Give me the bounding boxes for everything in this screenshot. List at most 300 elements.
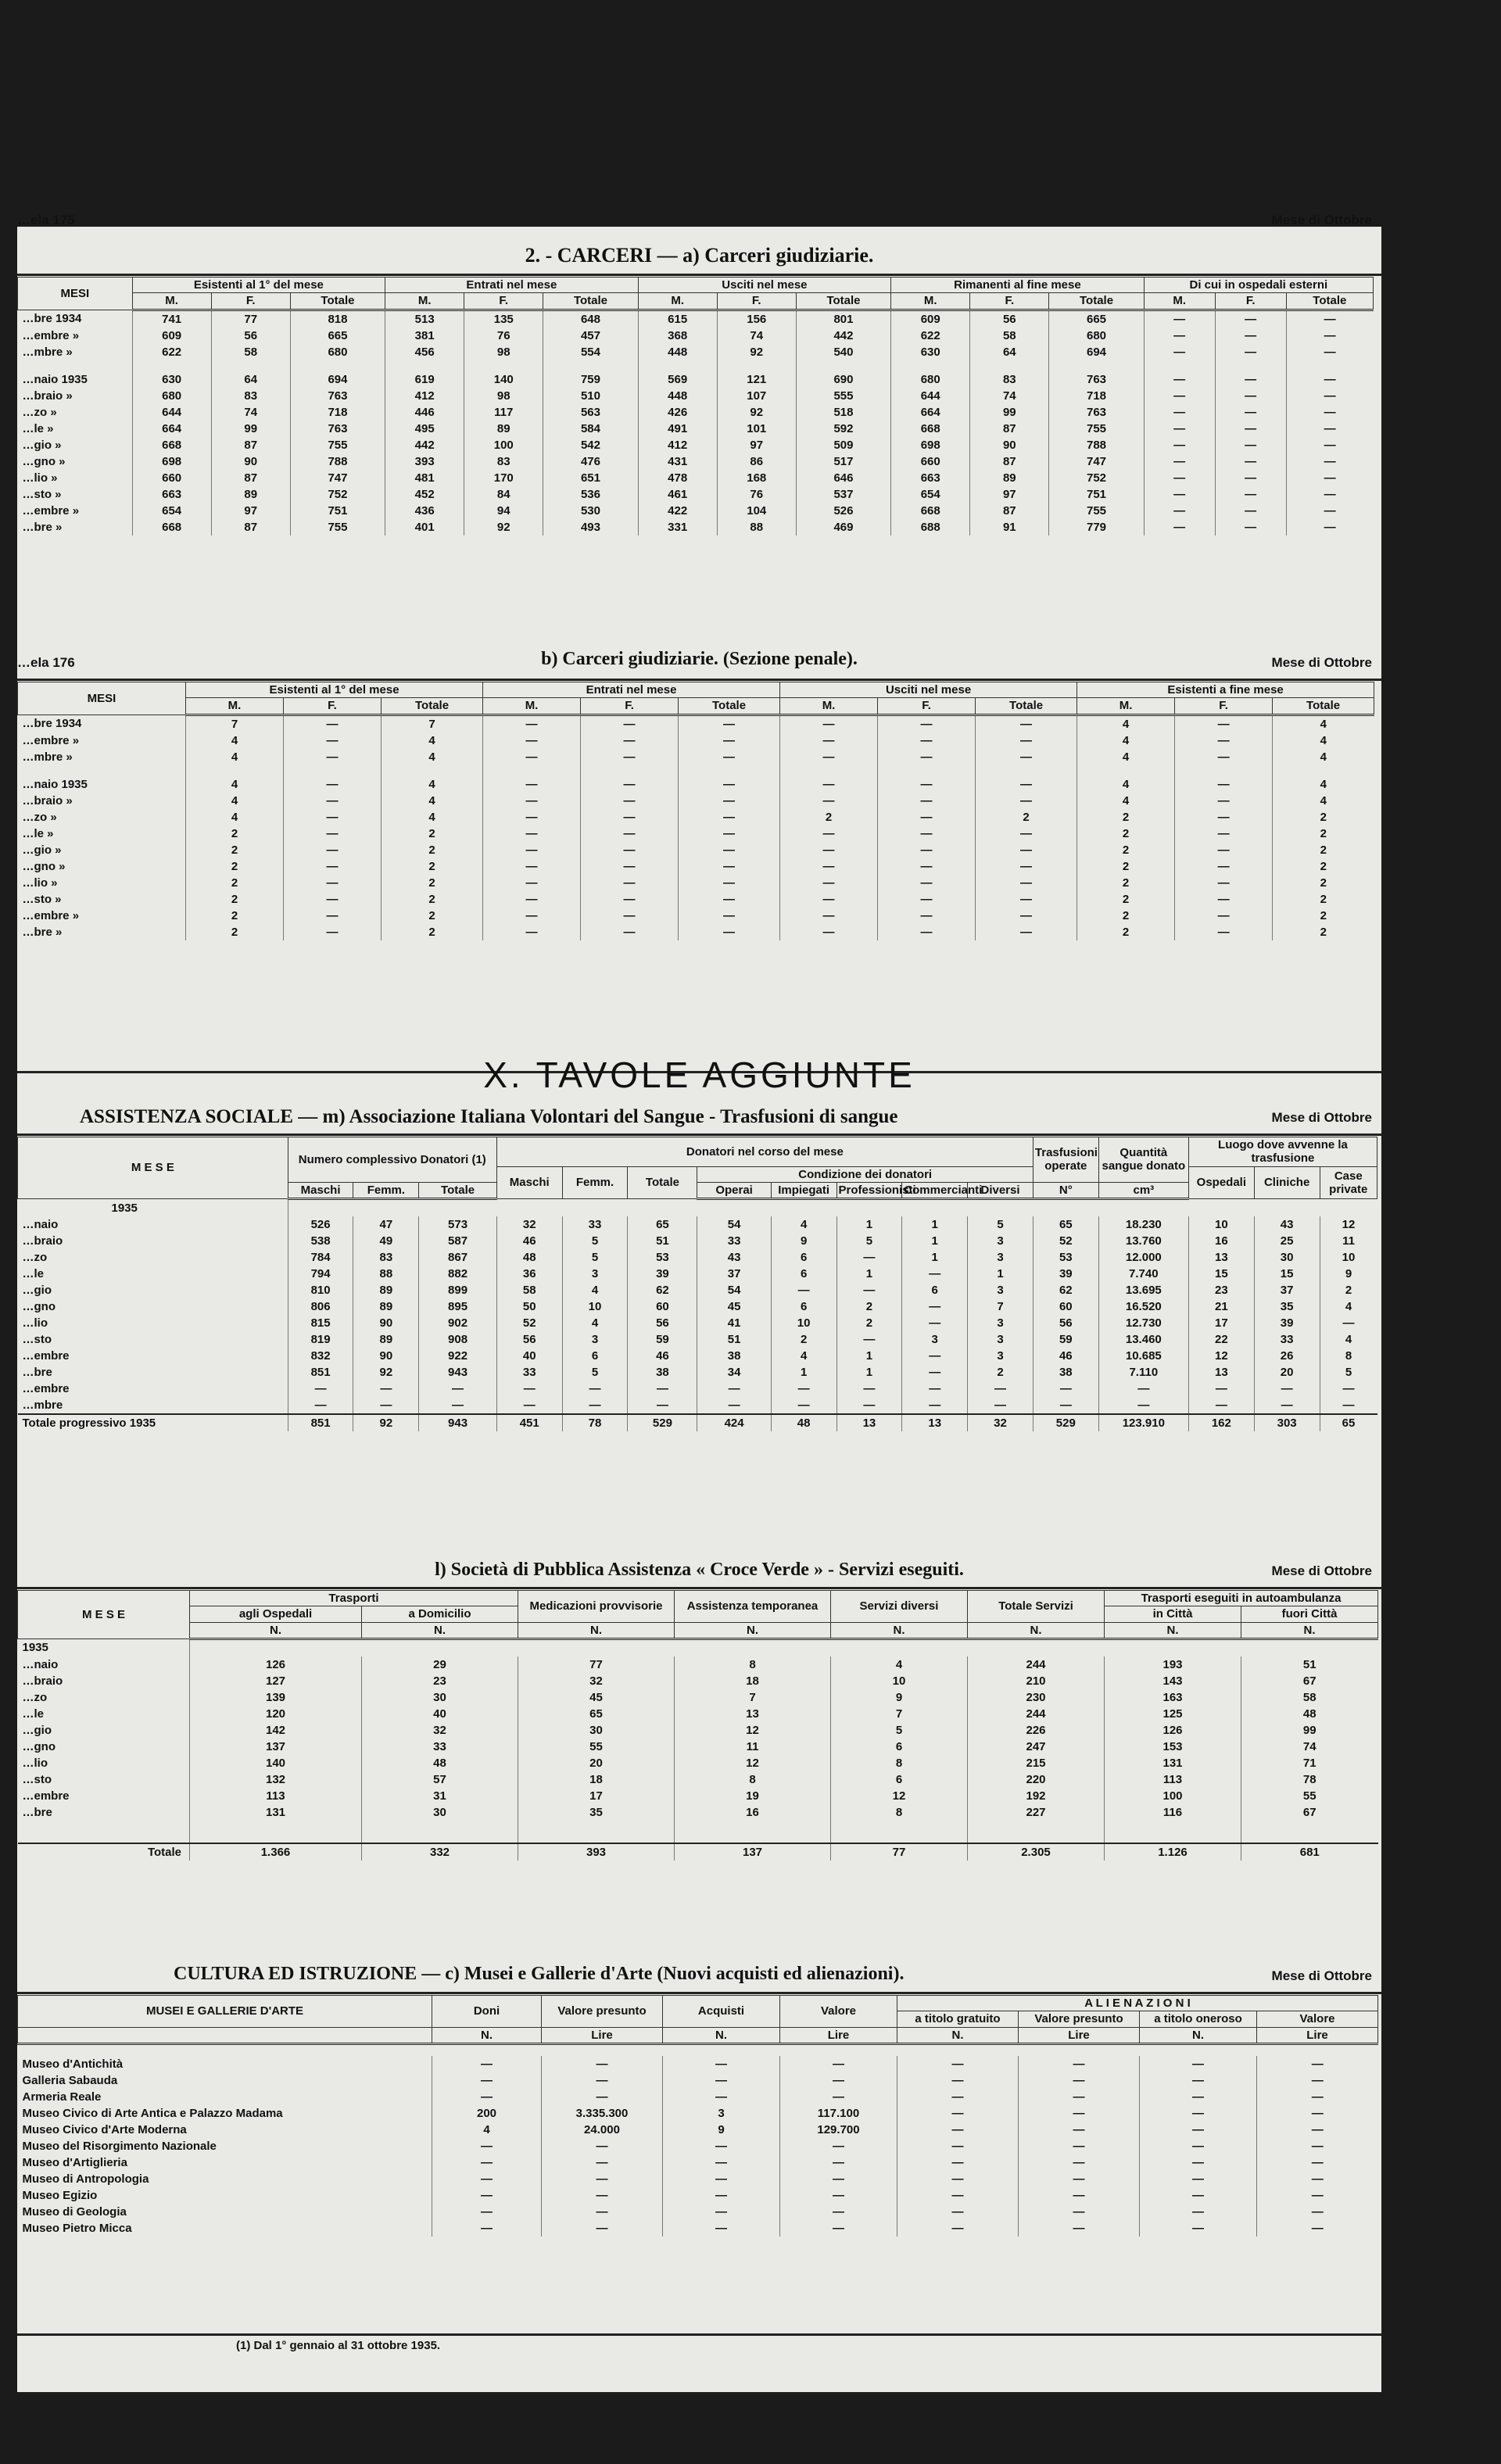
table-cell	[891, 360, 970, 371]
cultura-title: CULTURA ED ISTRUZIONE — c) Musei e Gallerie d'Arte (Nuovi acquisti ed alienazioni).	[174, 1964, 905, 1984]
table-cell: —	[353, 1397, 419, 1414]
total-cell: 529	[1033, 1414, 1098, 1431]
table-cell	[382, 765, 483, 776]
table-cell: 12	[675, 1755, 831, 1771]
table-cell: —	[663, 2187, 780, 2204]
table-cell: 247	[968, 1739, 1105, 1755]
table-cell: —	[1019, 2187, 1140, 2204]
table-cell: —	[780, 2171, 897, 2187]
table-cell: —	[663, 2204, 780, 2220]
table-cell: 74	[970, 388, 1049, 404]
sub-header: F.	[211, 293, 290, 310]
table-cell: —	[1033, 1381, 1098, 1397]
table-cell: 448	[638, 388, 717, 404]
table-cell: 32	[518, 1673, 675, 1689]
table-cell: 99	[1241, 1722, 1378, 1739]
table-cell: —	[1257, 2072, 1378, 2089]
table-cell: —	[562, 1381, 628, 1397]
table-cell: —	[780, 842, 878, 858]
row-label	[18, 360, 133, 371]
table-cell: —	[1019, 2122, 1140, 2138]
table-cell: —	[1175, 924, 1273, 940]
table-cell: 788	[1049, 437, 1144, 453]
sub-header: Totale	[796, 293, 890, 310]
table-cell: 1	[902, 1216, 968, 1233]
table-cell: —	[1215, 344, 1286, 360]
valore2-header: Valore	[1257, 2011, 1378, 2027]
table-cell: —	[1144, 371, 1215, 388]
donatori-mese-header: Donatori nel corso del mese	[496, 1137, 1033, 1167]
table-cell: —	[663, 2154, 780, 2171]
table-cell: 98	[464, 388, 543, 404]
table-cell: —	[1175, 875, 1273, 891]
row-label: …sto	[22, 1333, 52, 1346]
table-cell: 4	[1077, 714, 1175, 732]
sub-header: Totale	[1286, 293, 1373, 310]
table-cell: —	[902, 1266, 968, 1282]
table-cell: —	[581, 924, 679, 940]
table-cell: —	[1144, 519, 1215, 535]
table-cell: 40	[362, 1706, 518, 1722]
table-cell: 13.460	[1098, 1331, 1188, 1348]
table-row	[18, 1315, 1377, 1331]
table-cell: —	[1215, 437, 1286, 453]
table-cell: —	[663, 2171, 780, 2187]
table-cell: 801	[796, 310, 890, 328]
table-cell	[675, 1821, 831, 1832]
carceri-b-title: b) Carceri giudiziarie. (Sezione penale).	[541, 649, 858, 669]
table-cell: 54	[697, 1216, 771, 1233]
table-cell: 2	[1077, 875, 1175, 891]
table-cell: 630	[132, 371, 211, 388]
table-cell: 1	[771, 1364, 836, 1381]
table-row	[18, 1282, 1377, 1298]
table-cell: 1	[836, 1266, 902, 1282]
row-label: …gio »	[22, 438, 62, 452]
table-cell: 651	[543, 470, 638, 486]
table-cell: —	[780, 2220, 897, 2237]
table-cell	[132, 360, 211, 371]
table-cell: 15	[1254, 1266, 1320, 1282]
table-cell: 3	[968, 1348, 1034, 1364]
total-cell: 78	[562, 1414, 628, 1431]
table-cell: 25	[1254, 1233, 1320, 1249]
row-label: …mbre »	[22, 345, 73, 359]
rule	[17, 1134, 1381, 1136]
table-cell: —	[976, 908, 1077, 924]
table-cell: —	[542, 2154, 663, 2171]
table-cell: 2	[186, 924, 284, 940]
total-cell: 2.305	[968, 1843, 1105, 1861]
table-cell: —	[780, 875, 878, 891]
unit-header: Lire	[780, 2027, 897, 2043]
table-cell: 4	[186, 776, 284, 793]
table-cell: 131	[190, 1804, 362, 1821]
table-cell: —	[679, 891, 780, 908]
table-cell: —	[1188, 1381, 1254, 1397]
table-cell	[1175, 765, 1273, 776]
table-cell: 67	[1241, 1804, 1378, 1821]
group-header: Esistenti a fine mese	[1077, 682, 1374, 698]
table-cell: 132	[190, 1771, 362, 1788]
table-cell: 47	[353, 1216, 419, 1233]
fuori-citta-header: fuori Città	[1241, 1606, 1378, 1622]
table-cell: —	[1215, 310, 1286, 328]
table-cell: —	[1257, 2122, 1378, 2138]
table-cell: 113	[1105, 1771, 1241, 1788]
table-cell: 67	[1241, 1673, 1378, 1689]
table-cell: 116	[1105, 1804, 1241, 1821]
header-month: Mese di Ottobre	[1271, 655, 1372, 670]
table-cell	[518, 1832, 675, 1843]
table-cell: 99	[211, 421, 290, 437]
sub-header: Totale	[679, 698, 780, 714]
row-label: …le	[22, 1267, 45, 1280]
acquisti-header: Acquisti	[663, 1996, 780, 2028]
table-cell: 74	[1241, 1739, 1378, 1755]
table-cell: 30	[1254, 1249, 1320, 1266]
table-cell: —	[1286, 310, 1373, 328]
table-cell: 131	[1105, 1755, 1241, 1771]
table-cell: 156	[717, 310, 796, 328]
table-cell: 755	[290, 519, 385, 535]
table-cell: —	[679, 826, 780, 842]
table-cell: 668	[132, 519, 211, 535]
row-label: …le »	[22, 826, 54, 840]
sub-header: Ospedali	[1188, 1166, 1254, 1199]
row-label: …bre	[22, 1366, 52, 1379]
table-cell: 13.760	[1098, 1233, 1188, 1249]
table-cell: —	[878, 793, 976, 809]
table-cell: 663	[891, 470, 970, 486]
table-cell: 763	[1049, 371, 1144, 388]
table-cell	[518, 1821, 675, 1832]
table-cell: —	[353, 1381, 419, 1397]
table-cell: —	[902, 1298, 968, 1315]
table-cell: —	[771, 1282, 836, 1298]
table-cell: 9	[771, 1233, 836, 1249]
table-cell: 755	[290, 437, 385, 453]
table-cell: 56	[970, 310, 1049, 328]
table-cell: —	[288, 1397, 353, 1414]
unit-header: Lire	[542, 2027, 663, 2043]
table-cell: 2	[1077, 924, 1175, 940]
sub-header: Totale	[628, 1166, 697, 1199]
sub-header: M.	[891, 293, 970, 310]
table-cell	[831, 1832, 968, 1843]
row-label	[18, 1832, 190, 1843]
table-cell: 2	[1273, 875, 1374, 891]
total-cell: 65	[1320, 1414, 1377, 1431]
table-cell: 87	[211, 437, 290, 453]
table-cell: —	[284, 749, 382, 765]
table-cell: 92	[353, 1364, 419, 1381]
table-cell: —	[976, 714, 1077, 732]
table-cell: 6	[771, 1298, 836, 1315]
table-cell: —	[780, 749, 878, 765]
table-cell: 493	[543, 519, 638, 535]
table-cell	[190, 1821, 362, 1832]
tavole-heading: X. TAVOLE AGGIUNTE	[483, 1055, 915, 1095]
table-cell: 741	[132, 310, 211, 328]
table-cell: 664	[891, 404, 970, 421]
valore-header: Valore	[780, 1996, 897, 2028]
table-row	[18, 891, 1374, 908]
table-cell: 2	[1273, 924, 1374, 940]
table-row	[18, 1298, 1377, 1315]
table-cell: 9	[831, 1689, 968, 1706]
table-cell: 87	[970, 503, 1049, 519]
table-cell: —	[780, 714, 878, 732]
table-cell: 38	[697, 1348, 771, 1364]
table-cell: 542	[543, 437, 638, 453]
table-cell: —	[897, 2171, 1019, 2187]
table-cell: —	[679, 875, 780, 891]
table-row	[18, 776, 1374, 793]
row-label: …lio	[22, 1756, 48, 1770]
table-cell: 436	[385, 503, 464, 519]
table-row	[18, 2089, 1378, 2105]
table-cell: 648	[543, 310, 638, 328]
table-cell: 456	[385, 344, 464, 360]
table-cell: 17	[1188, 1315, 1254, 1331]
table-cell: 94	[464, 503, 543, 519]
table-cell: —	[542, 2171, 663, 2187]
table-cell: —	[1019, 2105, 1140, 2122]
table-cell: 34	[697, 1364, 771, 1381]
total-cell: 92	[353, 1414, 419, 1431]
table-cell: 751	[1049, 486, 1144, 503]
total-cell: 77	[831, 1843, 968, 1861]
table-cell: 509	[796, 437, 890, 453]
table-cell: 563	[543, 404, 638, 421]
unit-header: N.	[1140, 2027, 1257, 2043]
table-cell: —	[284, 908, 382, 924]
table-cell: —	[780, 908, 878, 924]
sub-header: cm³	[1098, 1182, 1188, 1198]
total-cell: 393	[518, 1843, 675, 1861]
row-label: …embre	[22, 1789, 70, 1803]
table-cell: 142	[190, 1722, 362, 1739]
table-cell: —	[780, 793, 878, 809]
table-cell: 58	[970, 328, 1049, 344]
table-cell: —	[1215, 421, 1286, 437]
total-label: Totale progressivo 1935	[18, 1414, 288, 1431]
sub-header: Totale	[976, 698, 1077, 714]
table-cell: —	[1286, 437, 1373, 453]
table-cell: —	[897, 2122, 1019, 2138]
table-cell: 89	[353, 1298, 419, 1315]
table-cell: —	[1175, 732, 1273, 749]
table-cell: 126	[190, 1656, 362, 1673]
table-cell: 2	[836, 1315, 902, 1331]
servizi-diversi-header: Servizi diversi	[831, 1591, 968, 1623]
row-label: …mbre	[22, 1399, 63, 1412]
total-cell: 332	[362, 1843, 518, 1861]
table-cell: —	[1144, 437, 1215, 453]
table-cell: —	[1215, 519, 1286, 535]
table-cell: 29	[362, 1656, 518, 1673]
table-cell: 4	[382, 793, 483, 809]
citta-header: in Città	[1105, 1606, 1241, 1622]
table-cell: —	[780, 2089, 897, 2105]
table-cell: —	[1215, 404, 1286, 421]
table-cell	[385, 360, 464, 371]
table-cell: —	[780, 891, 878, 908]
table-cell: —	[483, 858, 581, 875]
table-cell: —	[780, 2056, 897, 2072]
table-cell: 12	[675, 1722, 831, 1739]
table-cell: 83	[970, 371, 1049, 388]
table-cell: 4	[1077, 793, 1175, 809]
table-cell: —	[483, 776, 581, 793]
table-cell: 4	[382, 732, 483, 749]
row-label: …bre 1934	[22, 717, 82, 730]
table-cell: 126	[1105, 1722, 1241, 1739]
row-label: …bre	[22, 1805, 52, 1819]
table-cell: 139	[190, 1689, 362, 1706]
table-cell: 87	[211, 519, 290, 535]
table-cell: 815	[288, 1315, 353, 1331]
table-cell	[1286, 360, 1373, 371]
table-cell: —	[1144, 404, 1215, 421]
table-cell: 476	[543, 453, 638, 470]
table-cell: 540	[796, 344, 890, 360]
table-cell: —	[1215, 470, 1286, 486]
table-cell: —	[679, 732, 780, 749]
table-cell: —	[836, 1249, 902, 1266]
table-cell: —	[679, 809, 780, 826]
table-cell: 52	[496, 1315, 562, 1331]
table-cell: —	[697, 1397, 771, 1414]
total-cell: 529	[628, 1414, 697, 1431]
row-label: Armeria Reale	[22, 2090, 102, 2104]
total-row	[18, 1414, 1377, 1431]
table-cell	[464, 360, 543, 371]
table-cell: 64	[211, 371, 290, 388]
trasporti-header: Trasporti	[190, 1591, 518, 1606]
table-cell: —	[1019, 2089, 1140, 2105]
table-cell: 2	[1273, 858, 1374, 875]
table-cell: 622	[132, 344, 211, 360]
sub-header: F.	[581, 698, 679, 714]
table-cell: 244	[968, 1656, 1105, 1673]
sub-header: Cliniche	[1254, 1166, 1320, 1199]
table-cell: 2	[1077, 809, 1175, 826]
table-cell: —	[1286, 344, 1373, 360]
table-cell: 121	[717, 371, 796, 388]
table-cell: 2	[1077, 842, 1175, 858]
table-cell: —	[878, 732, 976, 749]
table-cell: 89	[970, 470, 1049, 486]
footnote: (1) Dal 1° gennaio al 31 ottobre 1935.	[236, 2339, 441, 2352]
table-cell: —	[679, 776, 780, 793]
quantita-header: Quantità sangue donato	[1098, 1137, 1188, 1183]
total-cell: 13	[836, 1414, 902, 1431]
table-row	[18, 1739, 1378, 1755]
table-cell: 46	[1033, 1348, 1098, 1364]
table-cell: 53	[1033, 1249, 1098, 1266]
table-cell: 33	[496, 1364, 562, 1381]
table-cell	[186, 765, 284, 776]
sub-header: F.	[1215, 293, 1286, 310]
table-cell: —	[581, 842, 679, 858]
table-cell: 895	[419, 1298, 497, 1315]
table-cell: —	[976, 858, 1077, 875]
table-cell	[831, 1821, 968, 1832]
total-label: Totale	[18, 1843, 190, 1861]
table-cell: —	[1286, 519, 1373, 535]
table-cell	[1273, 765, 1374, 776]
table-cell: 654	[132, 503, 211, 519]
table-cell: —	[771, 1397, 836, 1414]
table-cell: 5	[831, 1722, 968, 1739]
table-cell: 4	[1077, 776, 1175, 793]
table-cell: —	[1175, 793, 1273, 809]
table-cell	[717, 360, 796, 371]
table-cell: 680	[290, 344, 385, 360]
table-cell: 3	[562, 1331, 628, 1348]
table-cell: 20	[1254, 1364, 1320, 1381]
table-cell: 759	[543, 371, 638, 388]
table-cell: —	[780, 2204, 897, 2220]
table-cell: 39	[1033, 1266, 1098, 1282]
unit-header: N.	[968, 1622, 1105, 1638]
unit-header: Lire	[1019, 2027, 1140, 2043]
table-cell: 622	[891, 328, 970, 344]
table-cell: —	[878, 908, 976, 924]
table-cell: 698	[891, 437, 970, 453]
table-cell: 13.695	[1098, 1282, 1188, 1298]
table-cell: —	[1286, 328, 1373, 344]
table-cell: —	[1257, 2171, 1378, 2187]
table-cell: —	[284, 858, 382, 875]
sub-header: F.	[717, 293, 796, 310]
alienazioni-header: A L I E N A Z I O N I	[897, 1996, 1378, 2011]
row-label: …braio	[22, 1674, 63, 1688]
document-page	[17, 213, 1381, 2392]
table-row	[18, 714, 1374, 732]
table-cell: 59	[628, 1331, 697, 1348]
table-cell: 2	[780, 809, 878, 826]
table-cell: —	[432, 2220, 542, 2237]
table-cell: 2	[382, 826, 483, 842]
table-cell: 2	[382, 875, 483, 891]
table-cell: 573	[419, 1216, 497, 1233]
table-cell: 6	[562, 1348, 628, 1364]
table-cell: 8	[1320, 1348, 1377, 1364]
table-cell: —	[1019, 2204, 1140, 2220]
row-label	[18, 765, 186, 776]
table-cell: 513	[385, 310, 464, 328]
table-cell: 113	[190, 1788, 362, 1804]
row-label: Museo Pietro Micca	[22, 2221, 132, 2235]
row-label: …gno »	[22, 454, 66, 468]
table-cell: 668	[132, 437, 211, 453]
col-mesi: MESI	[18, 682, 186, 715]
table-cell: 37	[697, 1266, 771, 1282]
table-cell: 16	[675, 1804, 831, 1821]
unit-header: N.	[897, 2027, 1019, 2043]
table-cell: 53	[628, 1249, 697, 1266]
table-cell: 4	[382, 776, 483, 793]
row-label	[18, 1821, 190, 1832]
table-cell: 37	[1254, 1282, 1320, 1298]
table-cell: —	[1175, 749, 1273, 765]
table-cell: —	[1215, 453, 1286, 470]
table-cell: 5	[836, 1233, 902, 1249]
table-cell: —	[1175, 858, 1273, 875]
